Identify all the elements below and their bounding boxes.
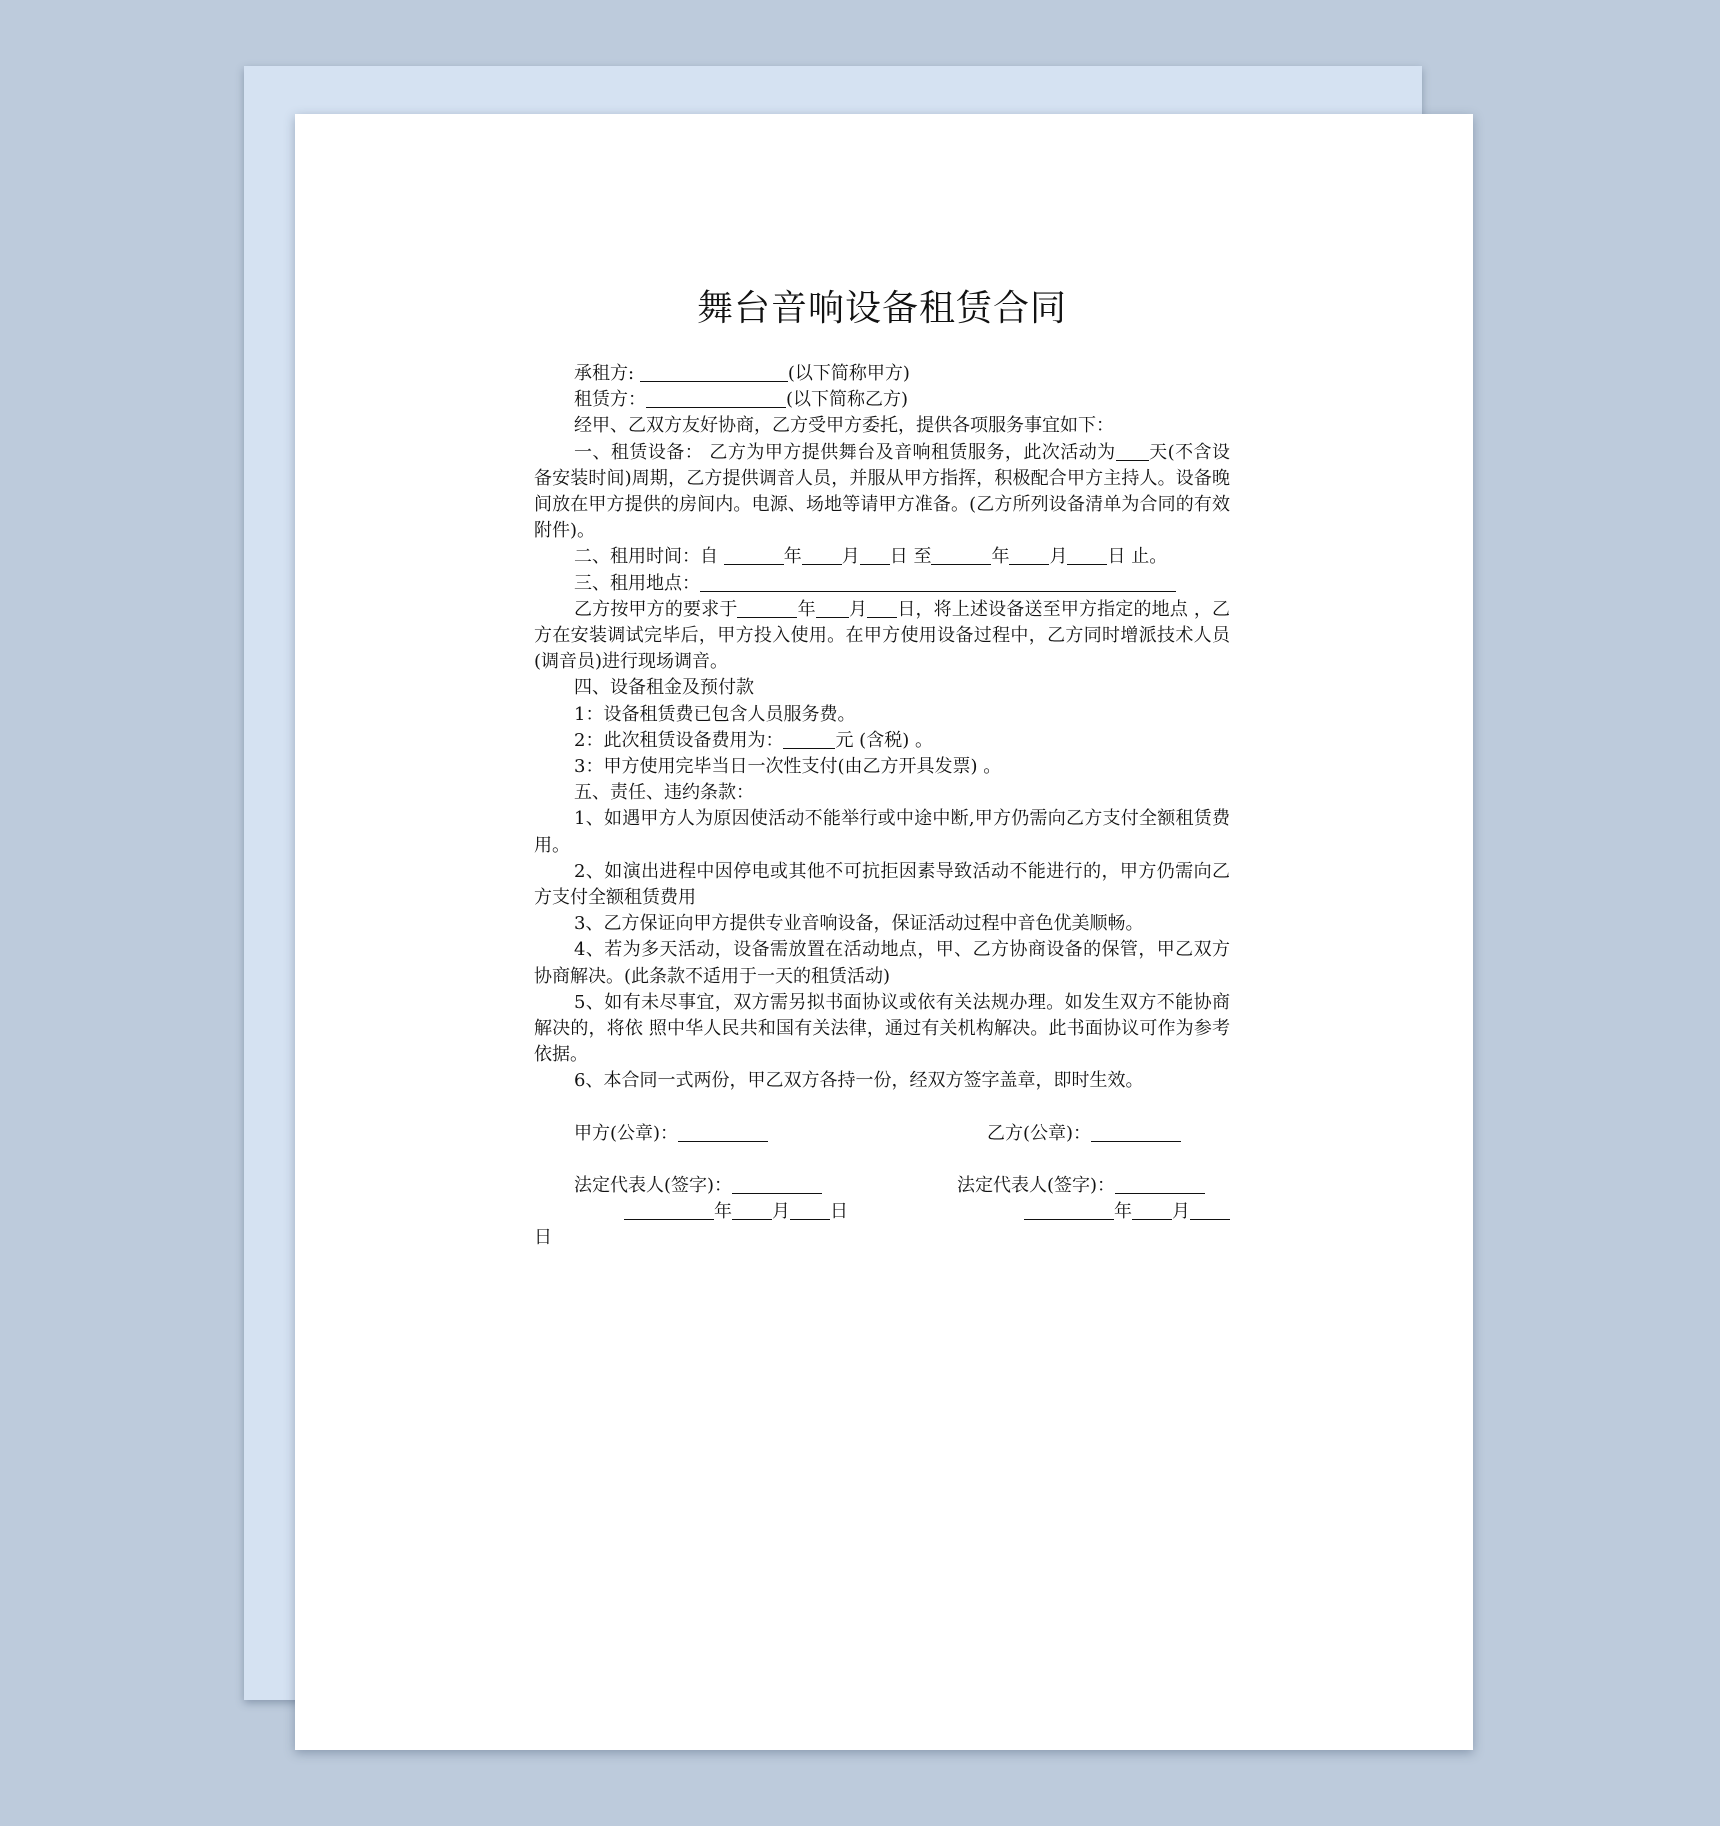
seal-row — [534, 1121, 1230, 1147]
clause-4-item-1: 1：设备租赁费已包含人员服务费。 — [574, 703, 856, 725]
party-b-day-wrapped: 日 — [534, 1227, 552, 1249]
party-a-seal: 甲方(公章)： — [574, 1121, 768, 1147]
clause-3: 三、租用地点： — [534, 571, 1230, 597]
clause-5-item-2: 2、如演出进程中因停电或其他不可抗拒因素导致活动不能进行的，甲方仍需向乙方支付全额租赁费用 — [534, 860, 1230, 909]
start-year-blank — [724, 546, 784, 565]
clause-4-heading: 四、设备租金及预付款 — [574, 677, 754, 699]
party-b-representative: 法定代表人(签字)： — [957, 1173, 1205, 1199]
spacer — [534, 1147, 1230, 1173]
party-b-day-blank — [1190, 1201, 1230, 1220]
clause-5-heading: 五、责任、违约条款： — [574, 782, 754, 804]
representative-row — [534, 1173, 1230, 1199]
fee-blank — [783, 730, 835, 749]
intro-paragraph: 经甲、乙双方友好协商，乙方受甲方委托，提供各项服务事宜如下： — [574, 415, 1114, 437]
party-b-month-blank — [1132, 1201, 1172, 1220]
clause-4-item-2: 2：此次租赁设备费用为： 元 (含税) 。 — [574, 729, 933, 751]
lessee-blank — [640, 363, 788, 382]
start-day-blank — [860, 546, 890, 565]
clause-5-item-3: 3、乙方保证向甲方提供专业音响设备，保证活动过程中音色优美顺畅。 — [574, 913, 1144, 935]
end-month-blank — [1009, 546, 1049, 565]
party-b-seal-blank — [1091, 1123, 1181, 1142]
party-a-day-blank — [790, 1201, 830, 1220]
clause-5-item-5: 5、如有未尽事宜，双方需另拟书面协议或依有关法规办理。如发生双方不能协商解决的，将依 照中华人民共和国有关法律，通过有关机构解决。此书面协议可作为参考依据。 — [534, 991, 1230, 1066]
party-b-rep-blank — [1115, 1175, 1205, 1194]
party-a-date: 年 月 日 — [624, 1199, 848, 1225]
document-body — [534, 361, 1230, 1251]
party-a-year-blank — [624, 1201, 714, 1220]
spacer — [534, 1095, 1230, 1121]
end-year-blank — [931, 546, 991, 565]
delivery-year-blank — [737, 599, 797, 618]
party-a-month-blank — [732, 1201, 772, 1220]
party-a-representative: 法定代表人(签字)： — [574, 1173, 822, 1199]
clause-4-item-3: 3：甲方使用完毕当日一次性支付(由乙方开具发票) 。 — [574, 756, 1002, 778]
document-page — [295, 114, 1473, 1750]
delivery-day-blank — [867, 599, 897, 618]
party-a-rep-blank — [732, 1175, 822, 1194]
delivery-month-blank — [816, 599, 849, 618]
lessor-blank — [646, 389, 786, 408]
days-blank — [1116, 442, 1149, 461]
date-row — [534, 1199, 1230, 1225]
party-b-date: 年 月 — [1024, 1199, 1230, 1225]
clause-1: 一、租赁设备： 乙方为甲方提供舞台及音响租赁服务，此次活动为 天(不含设备安装时间)周期，乙方提供调音人员，并服从甲方指挥，积极配合甲方主持人。设备晚间放在甲方提供的房间内。电源、场地等请甲方准备。(乙方所列设备清单为合同的有效附件)。 — [534, 441, 1231, 542]
document-title: 舞台音响设备租赁合同 — [696, 288, 1067, 329]
clause-5-item-4: 4、若为多天活动，设备需放置在活动地点，甲、乙方协商设备的保管，甲乙双方协商解决。(此条款不适用于一天的租赁活动) — [534, 939, 1230, 987]
location-blank — [700, 573, 1176, 592]
lessee-line: 承租方: (以下简称甲方) — [574, 363, 910, 384]
date-row-wrap — [534, 1225, 1230, 1251]
delivery-paragraph: 乙方按甲方的要求于 年 月 日，将上述设备送至甲方指定的地点 ，乙方在安装调试完毕后，甲方投入使用。在甲方使用设备过程中，乙方同时增派技术人员(调音员)进行现场调音。 — [534, 598, 1231, 673]
clause-5-item-6: 6、本合同一式两份，甲乙双方各持一份，经双方签字盖章，即时生效。 — [574, 1070, 1144, 1092]
party-b-year-blank — [1024, 1201, 1114, 1220]
start-month-blank — [802, 546, 842, 565]
party-a-seal-blank — [678, 1123, 768, 1142]
clause-2: 二、租用时间：自 年 月 日 至 年 月 日 止。 — [574, 546, 1168, 568]
clause-5-item-1: 1、如遇甲方人为原因使活动不能举行或中途中断,甲方仍需向乙方支付全额租赁费用。 — [534, 808, 1230, 856]
party-b-seal: 乙方(公章)： — [987, 1121, 1181, 1147]
end-day-blank — [1067, 546, 1107, 565]
lessor-line: 租赁方： (以下简称乙方) — [574, 389, 909, 411]
